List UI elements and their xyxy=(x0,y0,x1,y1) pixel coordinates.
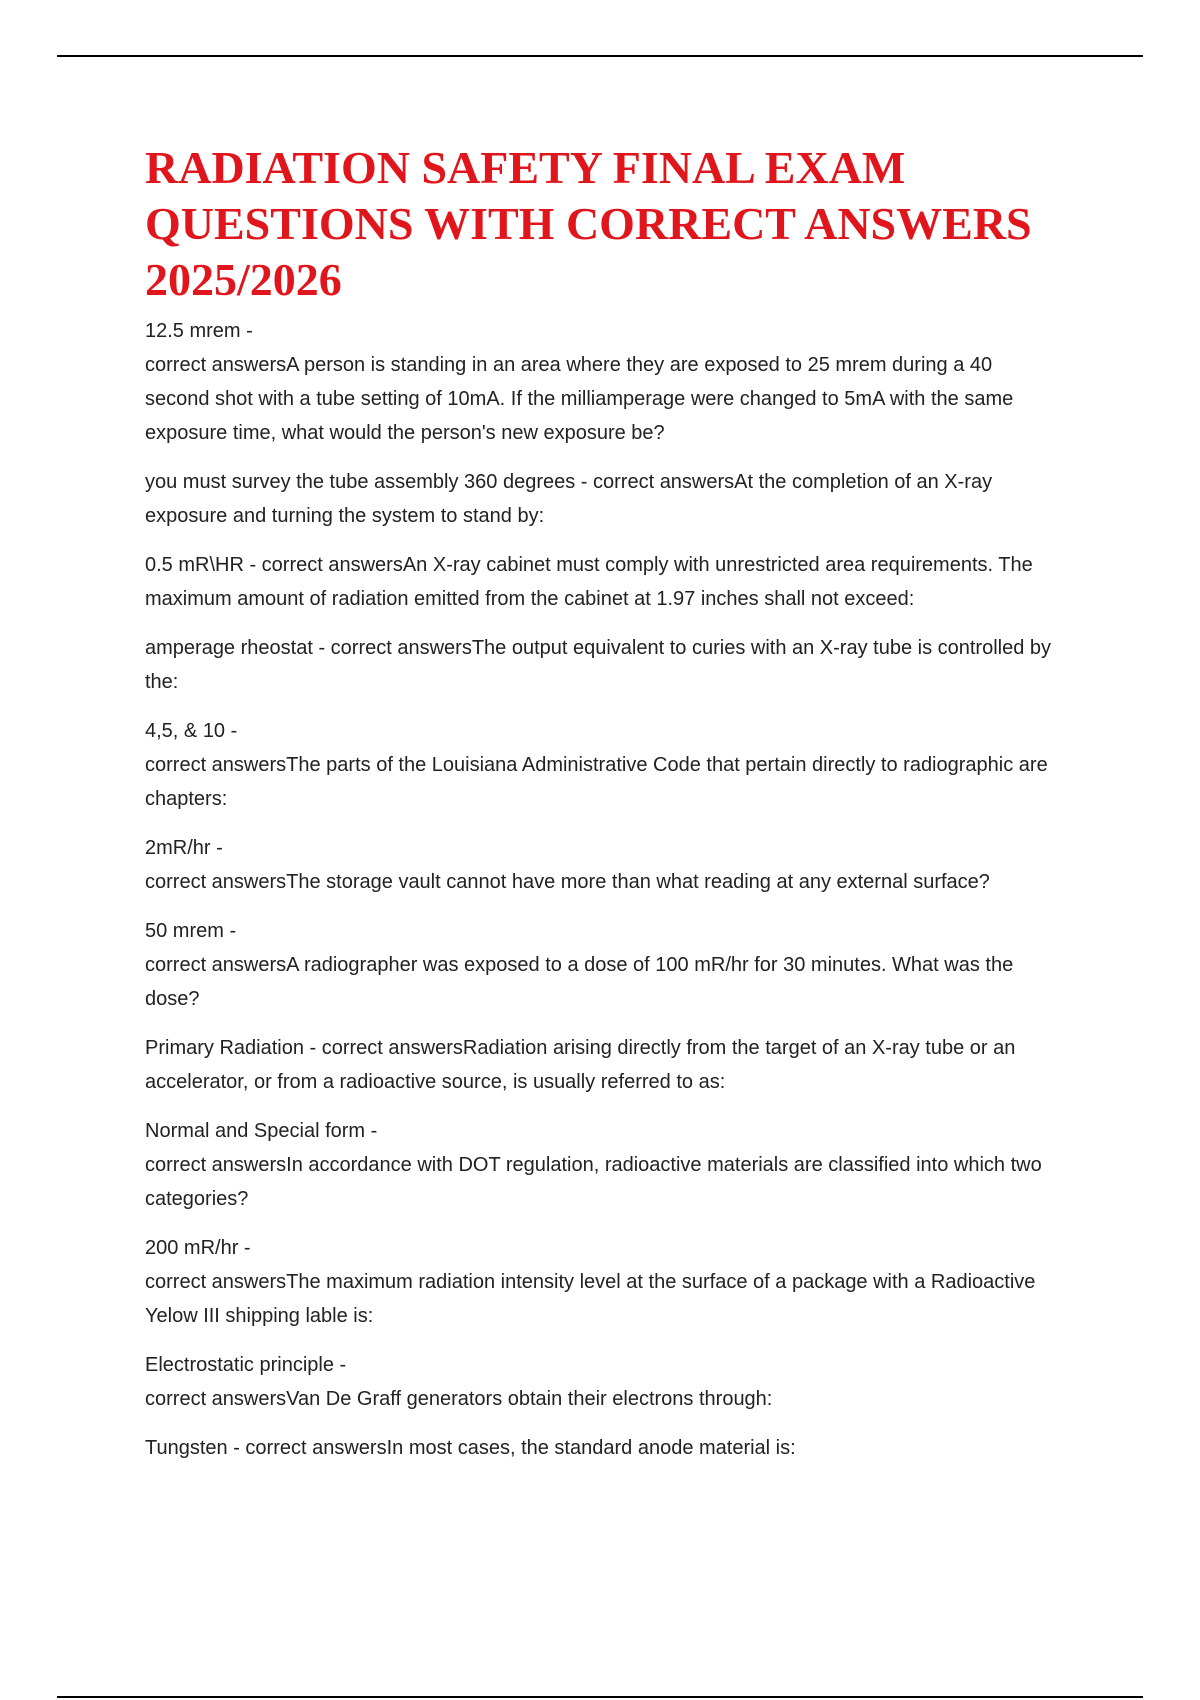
qa-question: correct answersA person is standing in an area where they are exposed to 25 mrem during a 40 second shot with a tube setting of 10mA. If the milliamperage were changed to 5mA with the same exposure time, what would the person's new exposure be? xyxy=(145,354,1014,444)
qa-question: - correct answersAn X-ray cabinet must comply with unrestricted area requirements. The maximum amount of radiation emitted from the cabinet at 1.97 inches shall not exceed: xyxy=(145,554,1033,610)
qa-item xyxy=(145,831,1057,899)
qa-answer: amperage rheostat xyxy=(145,637,313,659)
qa-answer: 2mR/hr - xyxy=(145,837,223,859)
qa-item xyxy=(145,548,1057,616)
qa-item xyxy=(145,1348,1057,1416)
qa-item xyxy=(145,465,1057,533)
qa-question: - correct answersIn most cases, the standard anode material is: xyxy=(227,1437,796,1459)
qa-question: correct answersThe storage vault cannot have more than what reading at any external surface? xyxy=(145,871,990,893)
qa-answer: Electrostatic principle - xyxy=(145,1354,347,1376)
qa-question: correct answersThe maximum radiation intensity level at the surface of a package with a Radioactive Yelow III shipping lable is: xyxy=(145,1271,1036,1327)
qa-item xyxy=(145,1114,1057,1216)
qa-item xyxy=(145,1431,1057,1465)
qa-answer: 4,5, & 10 - xyxy=(145,720,238,742)
bottom-rule xyxy=(57,1696,1143,1698)
qa-answer: 50 mrem - xyxy=(145,920,237,942)
qa-item xyxy=(145,914,1057,1016)
qa-question: - correct answersRadiation arising directly from the target of an X-ray tube or an accelerator, or from a radioactive source, is usually referred to as: xyxy=(145,1037,1016,1093)
qa-item xyxy=(145,714,1057,816)
document-content xyxy=(145,140,1057,1480)
qa-answer: you must survey the tube assembly 360 degrees xyxy=(145,471,576,493)
qa-question: correct answersVan De Graff generators obtain their electrons through: xyxy=(145,1388,773,1410)
qa-answer: Primary Radiation xyxy=(145,1037,304,1059)
top-rule xyxy=(57,55,1143,57)
qa-question: correct answersA radiographer was exposed to a dose of 100 mR/hr for 30 minutes. What was the dose? xyxy=(145,954,1014,1010)
qa-answer: Tungsten xyxy=(145,1437,228,1459)
qa-question: correct answersIn accordance with DOT regulation, radioactive materials are classified into which two categories? xyxy=(145,1154,1042,1210)
qa-item xyxy=(145,314,1057,450)
document-title: RADIATION SAFETY FINAL EXAM QUESTIONS WITH CORRECT ANSWERS 2025/2026 xyxy=(145,142,1032,305)
qa-item xyxy=(145,1231,1057,1333)
qa-answer: Normal and Special form - xyxy=(145,1120,378,1142)
qa-answer: 12.5 mrem - xyxy=(145,320,253,342)
qa-answer: 200 mR/hr - xyxy=(145,1237,251,1259)
qa-question: - correct answersThe output equivalent to curies with an X-ray tube is controlled by the: xyxy=(145,637,1052,693)
qa-question: - correct answersAt the completion of an X-ray exposure and turning the system to stand by: xyxy=(145,471,993,527)
qa-item xyxy=(145,631,1057,699)
qa-item xyxy=(145,1031,1057,1099)
qa-question: correct answersThe parts of the Louisiana Administrative Code that pertain directly to radiographic are chapters: xyxy=(145,754,1048,810)
qa-answer: 0.5 mR\HR xyxy=(145,554,244,576)
